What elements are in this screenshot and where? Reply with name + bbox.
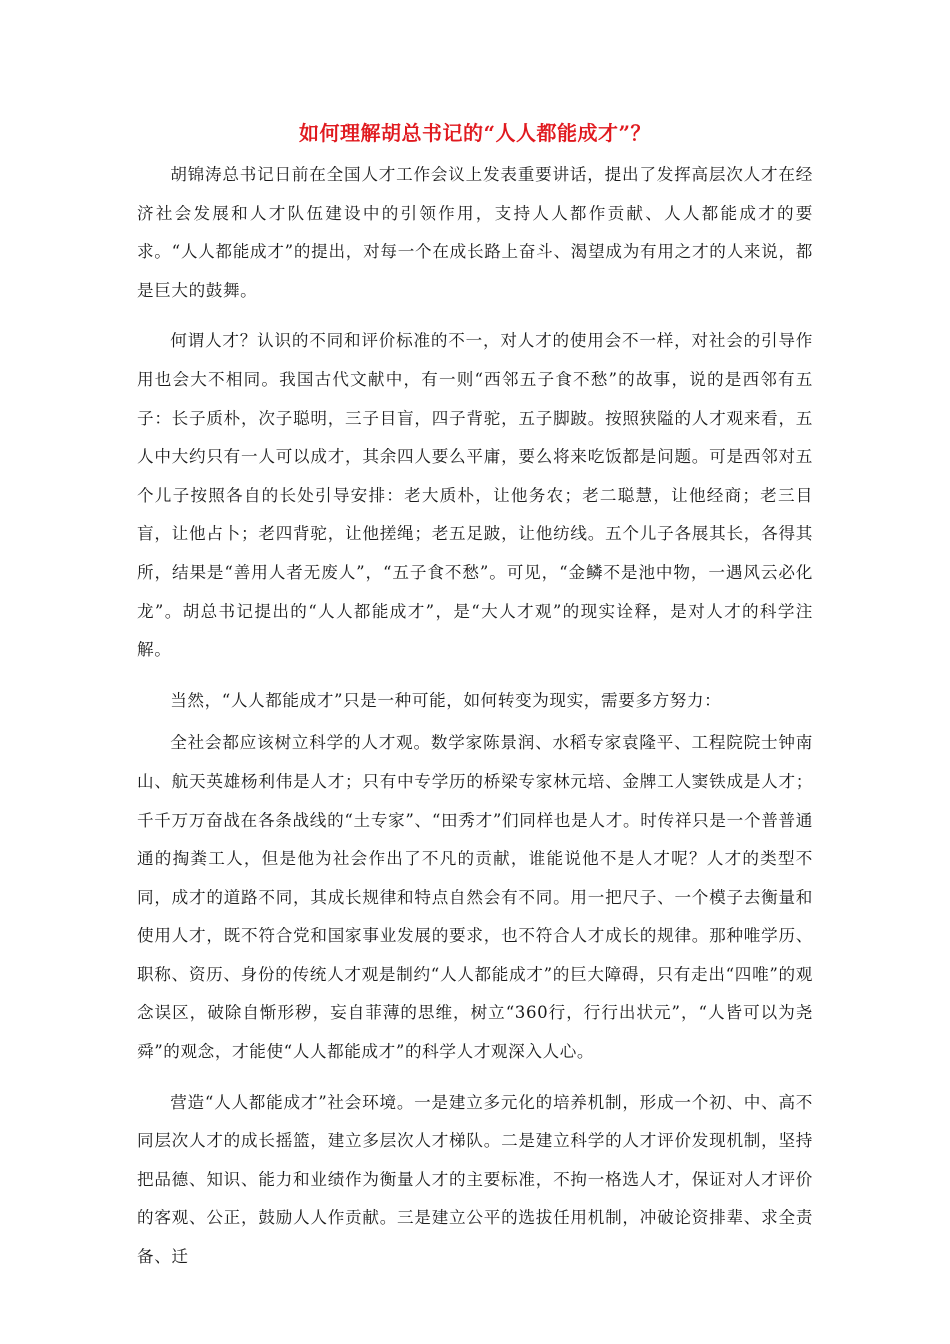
paragraph-intro: 胡锦涛总书记日前在全国人才工作会议上发表重要讲话，提出了发挥高层次人才在经济社会发展和人才队伍建设中的引领作用，支持人人都作贡献、人人都能成才的要求。“人人都能成才”的提出，对每一个在成长路上奋斗、渴望成为有用之才的人来说，都是巨大的鼓舞。 xyxy=(137,165,813,300)
paragraph-what-is-talent: 何谓人才？认识的不同和评价标准的不一，对人才的使用会不一样，对社会的引导作用也会大不相同。我国古代文献中，有一则“西邻五子食不愁”的故事，说的是西邻有五子：长子质朴，次子聪明，三子目盲，四子背驼，五子脚跛。按照狭隘的人才观来看，五人中大约只有一人可以成才，其余四人要么平庸，要么将来吃饭都是问题。可是西邻对五个儿子按照各自的长处引导安排：老大质朴，让他务农；老二聪慧，让他经商；老三目盲，让他占卜；老四背驼，让他搓绳；老五足跛，让他纺线。五个儿子各展其长，各得其所，结果是“善用人者无废人”，“五子食不愁”。可见，“金鳞不是池中物，一遇风云必化龙”。胡总书记提出的“人人都能成才”，是“大人才观”的现实诠释，是对人才的科学注解。 xyxy=(137,331,813,660)
document-page xyxy=(137,114,813,1289)
paragraph-transition: 当然，“人人都能成才”只是一种可能，如何转变为现实，需要多方努力： xyxy=(170,690,722,710)
document-title: 如何理解胡总书记的“人人都能成才”？ xyxy=(298,121,651,145)
paragraph-talent-view: 全社会都应该树立科学的人才观。数学家陈景润、水稻专家袁隆平、工程院院士钟南山、航天英雄杨利伟是人才；只有中专学历的桥梁专家林元培、金牌工人窦铁成是人才；千千万万奋战在各条战线的“土专家”、“田秀才”们同样也是人才。时传祥只是一个普普通通的掏粪工人，但是他为社会作出了不凡的贡献，谁能说他不是人才呢？人才的类型不同，成才的道路不同，其成长规律和特点自然会有不同。用一把尺子、一个模子去衡量和使用人才，既不符合党和国家事业发展的要求，也不符合人才成长的规律。那种唯学历、职称、资历、身份的传统人才观是制约“人人都能成才”的巨大障碍，只有走出“四唯”的观念误区，破除自惭形秽，妄自菲薄的思维，树立“360行，行行出状元”，“人皆可以为尧舜”的观念，才能使“人人都能成才”的科学人才观深入人心。 xyxy=(137,733,813,1062)
paragraph-environment: 营造“人人都能成才”社会环境。一是建立多元化的培养机制，形成一个初、中、高不同层次人才的成长摇篮，建立多层次人才梯队。二是建立科学的人才评价发现机制，坚持把品德、知识、能力和业绩作为衡量人才的主要标准，不拘一格选人才，保证对人才评价的客观、公正，鼓励人人作贡献。三是建立公平的选拔任用机制，冲破论资排辈、求全责备、迁 xyxy=(137,1092,813,1267)
